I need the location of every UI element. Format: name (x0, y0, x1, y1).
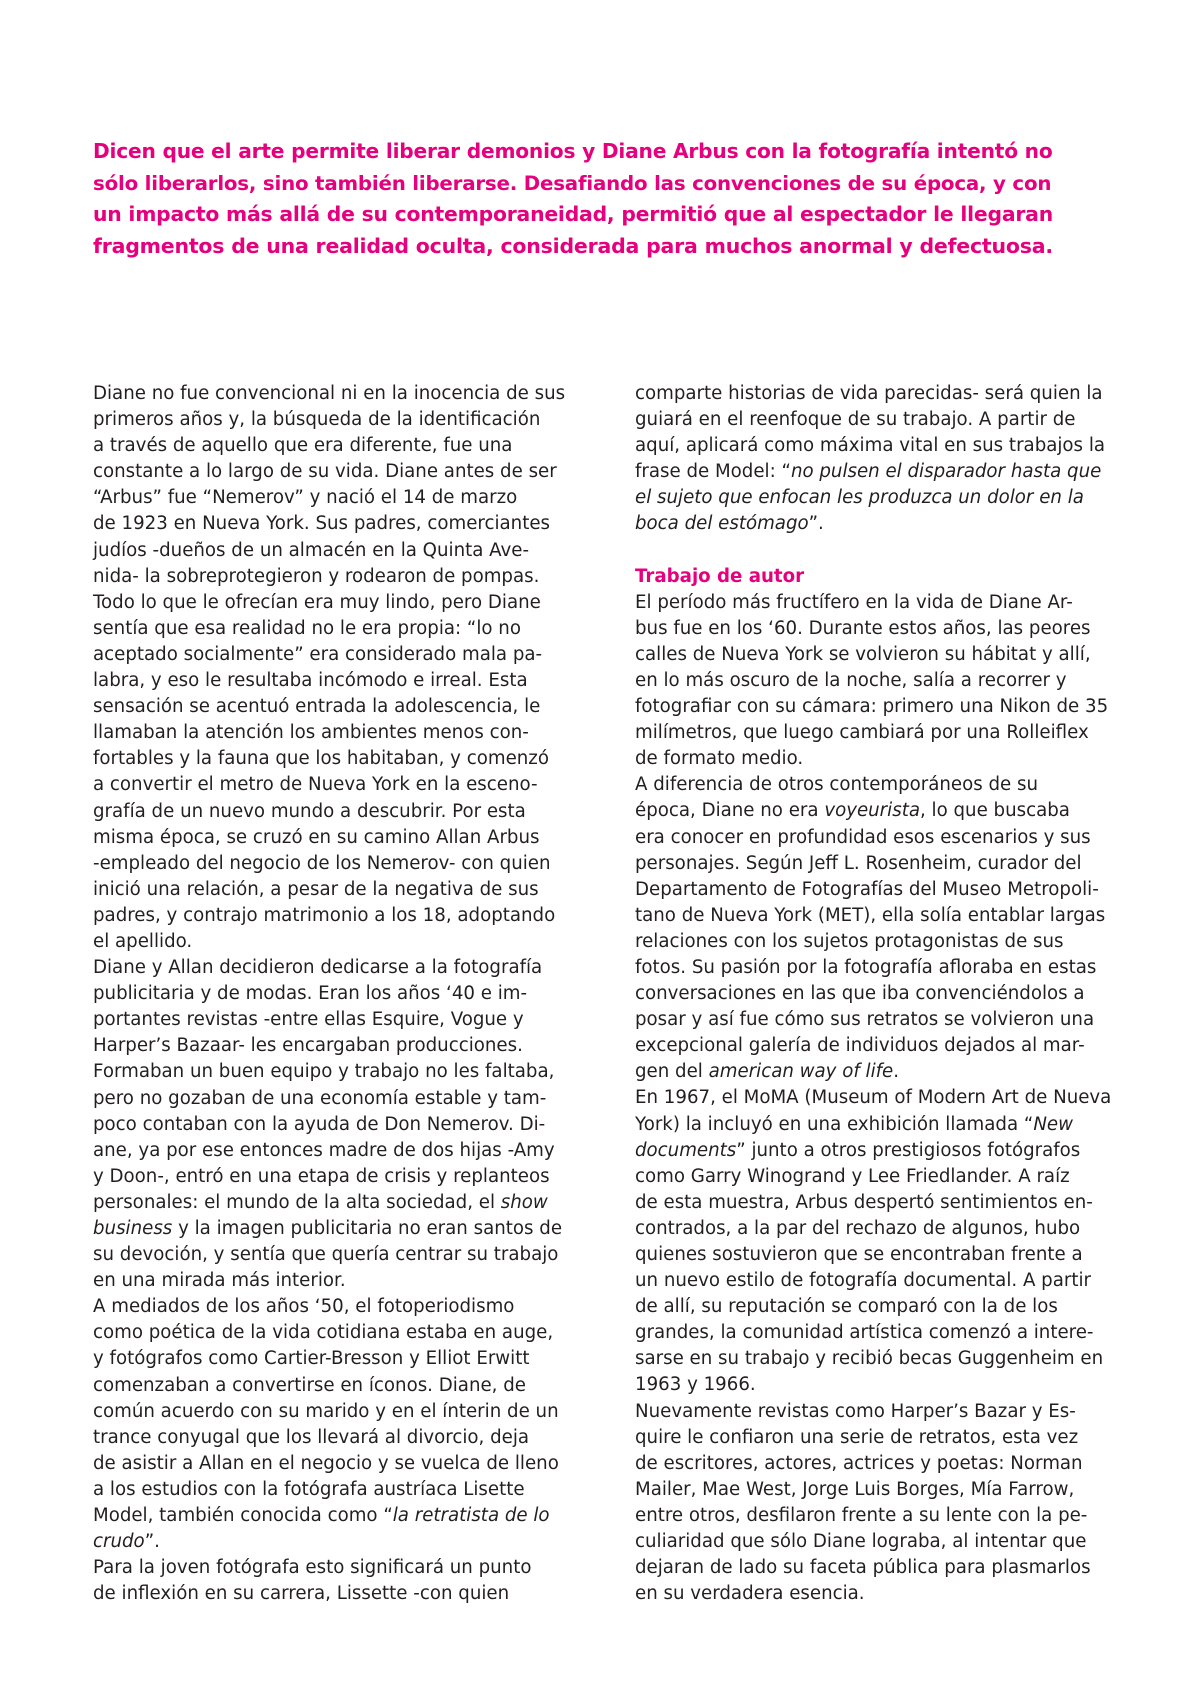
body-line: portantes revistas -entre ellas Esquire, Vogue y (93, 1009, 524, 1031)
body-line: inició una relación, a pesar de la negativa de sus (93, 878, 539, 900)
body-line: guiará en el reenfoque de su trabajo. A partir de (635, 409, 1076, 431)
body-line: común acuerdo con su marido y en el ínterin de un (93, 1400, 559, 1422)
article-left-column (93, 381, 613, 1607)
italic-text: documents (635, 1139, 737, 1161)
article-right-column (635, 381, 1155, 1607)
body-line (635, 511, 1155, 537)
body-text: frase de Model: “ (635, 461, 791, 483)
body-line: 1963 y 1966. (635, 1374, 756, 1396)
body-line: nida- la sobreprotegieron y rodearon de pompas. (93, 565, 540, 587)
body-line: Mailer, Mae West, Jorge Luis Borges, Mía Farrow, (635, 1478, 1075, 1500)
body-line: publicitaria y de modas. Eran los años ‘40 e im- (93, 983, 528, 1005)
italic-text: voyeurista (824, 800, 920, 822)
body-line (93, 1216, 613, 1242)
body-line: sensación se acentuó entrada la adolescencia, le (93, 696, 541, 718)
body-line: su devoción, y sentía que quería centrar su trabajo (93, 1244, 559, 1266)
body-line: Diane y Allan decidieron dedicarse a la fotografía (93, 957, 543, 979)
body-line: Harper’s Bazaar- les encargaban producciones. (93, 1035, 523, 1057)
italic-text: crudo (93, 1531, 145, 1553)
body-line: a través de aquello que era diferente, fue una (93, 435, 513, 457)
body-line: El período más fructífero en la vida de Diane Ar- (635, 591, 1073, 613)
body-line: fotografiar con su cámara: primero una Nikon de 35 (635, 696, 1109, 718)
body-line: entre otros, desfilaron frente a su lente con la pe- (635, 1504, 1088, 1526)
body-line: primeros años y, la búsqueda de la identificación (93, 409, 541, 431)
body-line (93, 1529, 613, 1555)
italic-text: New (1033, 1113, 1073, 1135)
italic-text: business (93, 1218, 173, 1239)
body-line: calles de Nueva York se volvieron su hábitat y allí, (635, 643, 1091, 665)
body-text: , lo que buscaba (919, 800, 1070, 822)
body-line (93, 1503, 613, 1529)
body-line: tano de Nueva York (MET), ella solía entablar largas (635, 904, 1106, 926)
italic-text: la retratista de lo (392, 1505, 550, 1527)
body-line: milímetros, que luego cambiará por una Rolleiflex (635, 722, 1089, 744)
intro-line: un impacto más allá de su contemporaneidad, permitió que al espectador le llegaran (93, 202, 1053, 226)
body-text: y la imagen publicitaria no eran santos de (172, 1218, 563, 1239)
body-line: sarse en su trabajo y recibió becas Guggenheim en (635, 1348, 1104, 1370)
body-line: a convertir el metro de Nueva York en la esceno- (93, 774, 538, 796)
body-line (635, 1059, 1155, 1085)
body-line: grafía de un nuevo mundo a descubrir. Por esta (93, 800, 526, 822)
body-line (635, 1112, 1155, 1138)
body-line: y Doon-, entró en una etapa de crisis y replanteos (93, 1165, 550, 1187)
body-line: de asistir a Allan en el negocio y se vuelca de lleno (93, 1452, 559, 1474)
body-line: Todo lo que le ofrecían era muy lindo, pero Diane (93, 591, 541, 613)
body-line: a los estudios con la fotógrafa austríaca Lisette (93, 1478, 525, 1500)
body-line (635, 459, 1155, 485)
body-line: A diferencia de otros contemporáneos de su (635, 774, 1039, 796)
body-line: padres, y contrajo matrimonio a los 18, adoptando (93, 904, 556, 926)
body-line: de inflexión en su carrera, Lissette -con quien (93, 1583, 510, 1605)
body-line: de allí, su reputación se comparó con la de los (635, 1296, 1058, 1318)
body-line: como Garry Winogrand y Lee Friedlander. A raíz (635, 1165, 1070, 1187)
body-line: culiaridad que sólo Diane lograba, al intentar que (635, 1531, 1087, 1553)
body-line: aquí, aplicará como máxima vital en sus trabajos la (635, 435, 1106, 457)
body-line: quire le confiaron una serie de retratos, esta vez (635, 1426, 1079, 1448)
body-line: comenzaban a convertirse en íconos. Diane, de (93, 1374, 526, 1396)
body-line: Departamento de Fotografías del Museo Metropoli- (635, 878, 1099, 900)
body-line: Nuevamente revistas como Harper’s Bazar y Es- (635, 1400, 1076, 1422)
body-line: quienes sostuvieron que se encontraban frente a (635, 1244, 1083, 1265)
body-line: A mediados de los años ‘50, el fotoperiodismo (93, 1296, 515, 1318)
body-line: de escritores, actores, actrices y poetas: Norman (635, 1452, 1083, 1474)
italic-text: american way of life (708, 1061, 894, 1083)
body-line: contrados, a la par del rechazo de algunos, hubo (635, 1217, 1081, 1239)
body-line: de esta muestra, Arbus despertó sentimientos en- (635, 1191, 1093, 1213)
body-line: Formaban un buen equipo y trabajo no les faltaba, (93, 1061, 555, 1083)
body-line (635, 798, 1155, 824)
body-line: como poética de la vida cotidiana estaba en auge, (93, 1322, 554, 1344)
body-text: personales: el mundo de la alta sociedad, el (93, 1191, 501, 1213)
body-line: En 1967, el MoMA (Museum of Modern Art de Nueva (635, 1087, 1112, 1109)
body-line: labra, y eso le resultaba incómodo e irreal. Esta (93, 670, 528, 692)
intro-paragraph (93, 136, 1053, 262)
intro-line: sólo liberarlos, sino también liberarse. Desafiando las convenciones de su época, y con (93, 171, 1052, 195)
body-line: un nuevo estilo de fotografía documental. A partir (635, 1270, 1091, 1292)
body-line: conversaciones en las que iba convenciéndolos a (635, 983, 1085, 1005)
body-line: fotos. Su pasión por la fotografía afloraba en estas (635, 956, 1097, 978)
body-line: personajes. Según Jeff L. Rosenheim, curador del (635, 852, 1082, 874)
italic-text: no pulsen el disparador hasta que (790, 461, 1102, 483)
body-line: Para la joven fotógrafa esto significará un punto (93, 1557, 532, 1579)
intro-line: fragmentos de una realidad oculta, considerada para muchos anormal y defectuosa. (93, 233, 1053, 258)
paragraph-spacer (635, 538, 1155, 564)
italic-text: show (500, 1191, 548, 1213)
body-line: Diane no fue convencional ni en la inocencia de sus (93, 383, 566, 404)
body-line: poco contaban con la ayuda de Don Nemerov. Di- (93, 1113, 546, 1135)
body-text: ” junto a otros prestigiosos fotógrafos (736, 1139, 1081, 1161)
body-line: posar y así fue cómo sus retratos se volvieron una (635, 1009, 1095, 1031)
italic-text: boca del estómago (635, 513, 809, 535)
body-line: dejaran de lado su faceta pública para plasmarlos (635, 1557, 1091, 1579)
body-line: el apellido. (93, 930, 193, 952)
body-line: constante a lo largo de su vida. Diane antes de ser (93, 461, 557, 483)
body-text: época, Diane no era (635, 800, 825, 822)
body-line: era conocer en profundidad esos escenarios y sus (635, 826, 1091, 848)
body-text: gen del (635, 1061, 709, 1083)
body-line: judíos -dueños de un almacén en la Quinta Ave- (93, 539, 530, 561)
body-line: en lo más oscuro de la noche, salía a recorrer y (635, 669, 1067, 691)
body-line: y fotógrafos como Cartier-Bresson y Elliot Erwitt (93, 1348, 530, 1370)
body-line: fortables y la fauna que los habitaban, y comenzó (93, 748, 549, 770)
body-line: el sujeto que enfocan les produzca un dolor en la (635, 487, 1084, 509)
body-line: pero no gozaban de una economía estable y tam- (93, 1087, 547, 1109)
body-line: en una mirada más interior. (93, 1270, 346, 1292)
body-text: Model, también conocida como “ (93, 1505, 393, 1527)
body-line: excepcional galería de individuos dejados al mar- (635, 1035, 1085, 1057)
body-line (93, 1190, 613, 1216)
body-line: misma época, se cruzó en su camino Allan Arbus (93, 826, 540, 848)
body-line: en su verdadera esencia. (635, 1583, 865, 1605)
body-text: ”. (144, 1531, 160, 1553)
body-line: de 1923 en Nueva York. Sus padres, comerciantes (93, 513, 550, 535)
body-text: ”. (808, 513, 824, 535)
intro-line: Dicen que el arte permite liberar demonios y Diane Arbus con la fotografía intentó no (93, 139, 1053, 163)
body-line: trance conyugal que los llevará al divorcio, deja (93, 1426, 530, 1448)
section-heading: Trabajo de autor (635, 565, 805, 587)
body-line (635, 1138, 1155, 1164)
body-line: comparte historias de vida parecidas- será quien la (635, 383, 1103, 404)
body-line: grandes, la comunidad artística comenzó a intere- (635, 1322, 1094, 1344)
body-line: bus fue en los ‘60. Durante estos años, las peores (635, 617, 1091, 639)
body-line: aceptado socialmente” era considerado mala pa- (93, 643, 543, 665)
body-line: “Arbus” fue “Nemerov” y nació el 14 de marzo (93, 487, 518, 509)
body-line: de formato medio. (635, 748, 804, 770)
body-line: relaciones con los sujetos protagonistas de sus (635, 930, 1064, 952)
body-line: -empleado del negocio de los Nemerov- con quien (93, 852, 551, 874)
body-text: . (893, 1061, 900, 1083)
body-line: ane, ya por ese entonces madre de dos hijas -Amy (93, 1139, 555, 1161)
body-line: llamaban la atención los ambientes menos con- (93, 722, 529, 744)
body-text: York) la incluyó en una exhibición llamada “ (635, 1113, 1034, 1135)
body-line: sentía que esa realidad no le era propia: “lo no (93, 617, 521, 639)
